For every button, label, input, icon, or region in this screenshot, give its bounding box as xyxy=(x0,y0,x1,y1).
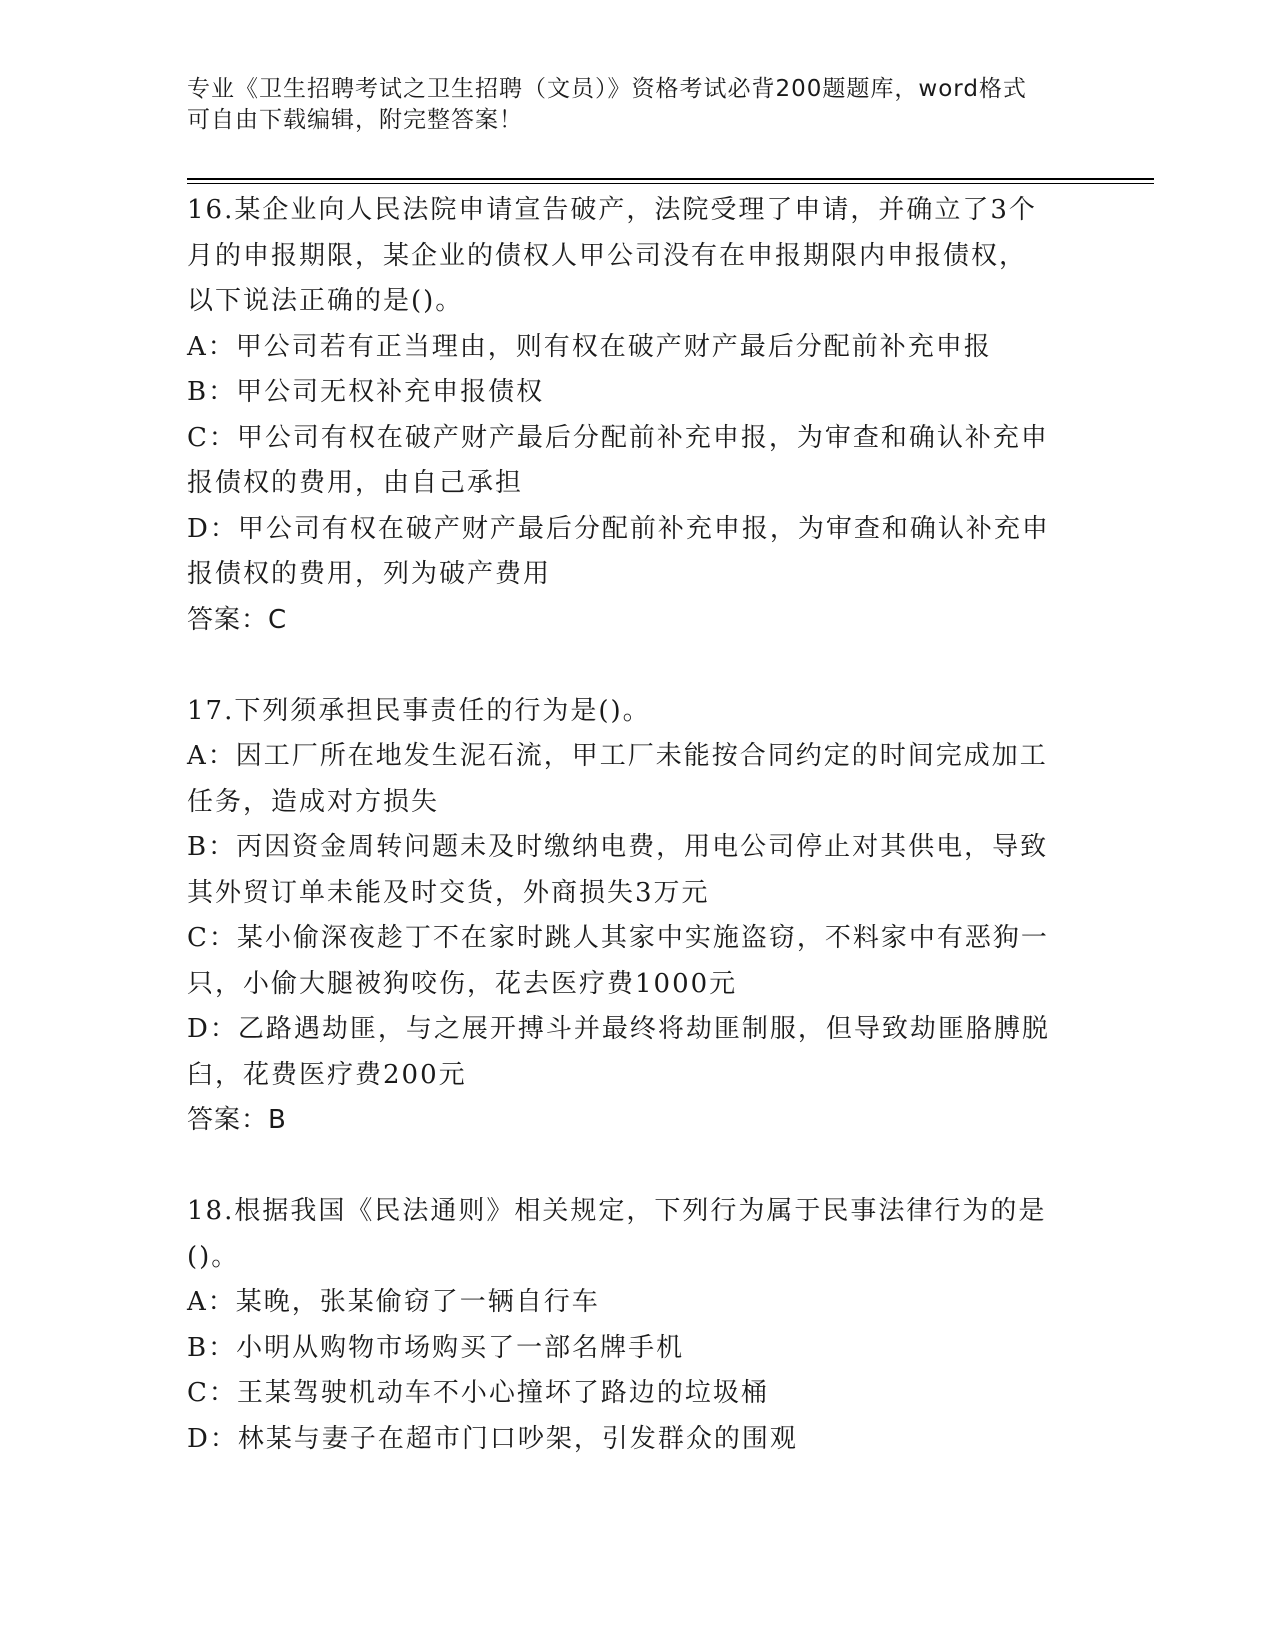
option-c: C：某小偷深夜趁丁不在家时跳人其家中实施盗窃，不料家中有恶狗一 xyxy=(187,923,1049,953)
option-d: D：乙路遇劫匪，与之展开搏斗并最终将劫匪制服，但导致劫匪胳膊脱 xyxy=(187,1014,1050,1044)
header-line: 可自由下载编辑，附完整答案！ xyxy=(187,107,523,133)
option-d: D：林某与妻子在超市门口吵架，引发群众的围观 xyxy=(187,1423,798,1454)
option-c: C：王某驾驶机动车不小心撞坏了路边的垃圾桶 xyxy=(187,1378,769,1408)
option-a: A：某晚，张某偷窃了一辆自行车 xyxy=(187,1287,600,1317)
question-block xyxy=(187,188,1087,643)
header-divider-thin xyxy=(187,183,1154,184)
question-stem: 18.根据我国《民法通则》相关规定，下列行为属于民事法律行为的是 xyxy=(187,1196,1047,1226)
question-stem: ()。 xyxy=(187,1241,240,1272)
option-d: 臼，花费医疗费200元 xyxy=(187,1059,467,1090)
answer-label: 答案：B xyxy=(187,1105,287,1135)
document-header xyxy=(187,74,1087,136)
header-line: 专业《卫生招聘考试之卫生招聘（文员）》资格考试必背200题题库，word格式 xyxy=(187,76,1027,102)
option-b: B：丙因资金周转问题未及时缴纳电费，用电公司停止对其供电，导致 xyxy=(187,832,1049,862)
answer-label: 答案：C xyxy=(187,604,288,635)
question-stem: 以下说法正确的是()。 xyxy=(187,286,464,316)
question-list xyxy=(187,188,1087,1462)
spacer xyxy=(187,1144,1087,1190)
option-b: 其外贸订单未能及时交货，外商损失3万元 xyxy=(187,877,710,908)
question-stem: 月的申报期限，某企业的债权人甲公司没有在申报期限内申报债权， xyxy=(187,240,1028,271)
option-a: A：甲公司若有正当理由，则有权在破产财产最后分配前补充申报 xyxy=(187,331,992,362)
option-a: 任务，造成对方损失 xyxy=(187,786,440,817)
header-divider-thick xyxy=(187,178,1154,180)
option-b: B：小明从购物市场购买了一部名牌手机 xyxy=(187,1332,685,1363)
spacer xyxy=(187,643,1087,689)
question-stem: 16.某企业向人民法院申请宣告破产，法院受理了申请，并确立了3个 xyxy=(187,195,1037,225)
option-d: 报债权的费用，列为破产费用 xyxy=(187,559,552,589)
option-b: B：甲公司无权补充申报债权 xyxy=(187,377,545,407)
option-d: D：甲公司有权在破产财产最后分配前补充申报，为审查和确认补充申 xyxy=(187,513,1050,544)
option-c: 报债权的费用，由自己承担 xyxy=(187,468,524,498)
option-a: A：因工厂所在地发生泥石流，甲工厂未能按合同约定的时间完成加工 xyxy=(187,741,1048,771)
option-c: 只，小偷大腿被狗咬伤，花去医疗费1000元 xyxy=(187,968,738,999)
question-block xyxy=(187,689,1087,1144)
question-block xyxy=(187,1189,1087,1462)
option-c: C：甲公司有权在破产财产最后分配前补充申报，为审查和确认补充申 xyxy=(187,422,1049,453)
question-stem: 17.下列须承担民事责任的行为是()。 xyxy=(187,695,651,726)
